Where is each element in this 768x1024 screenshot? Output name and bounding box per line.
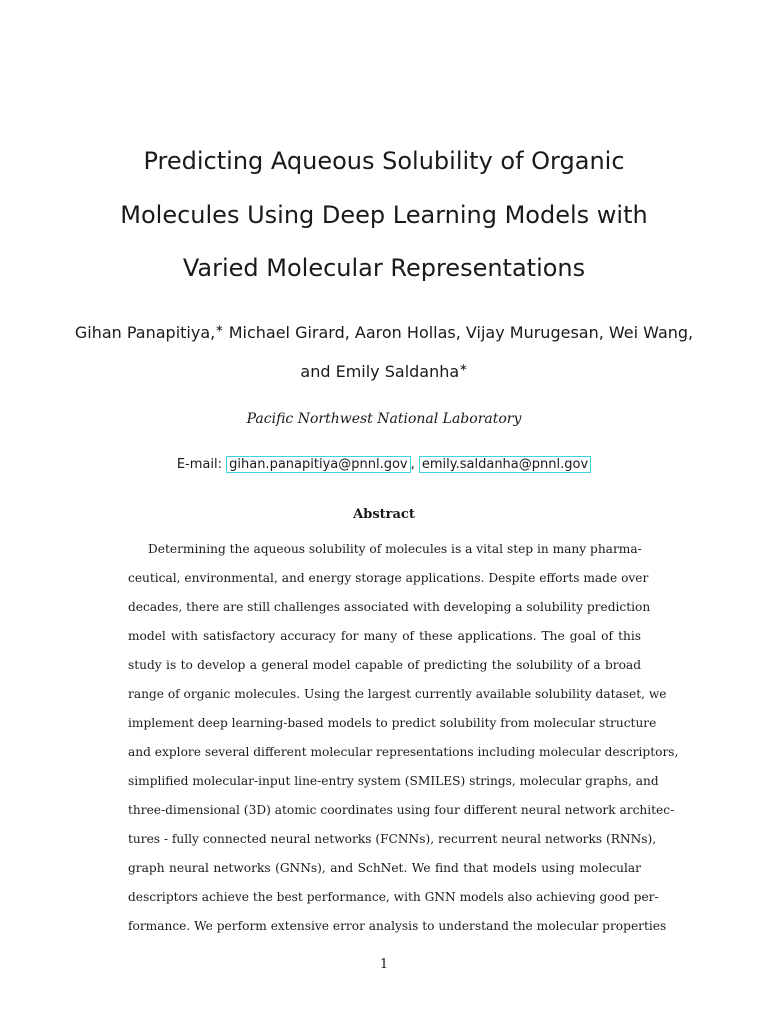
corresponding-author-mark: ∗ — [459, 362, 468, 374]
abstract-line: simplified molecular-input line-entry system (SMILES) strings, molecular graphs, and — [128, 774, 659, 788]
abstract-line: and explore several different molecular representations including molecular descriptors, — [128, 745, 679, 759]
abstract-heading: Abstract — [353, 507, 415, 522]
author-names-rest: Michael Girard, Aaron Hollas, Vijay Murugesan, Wei Wang, — [223, 323, 694, 342]
abstract-line: model with satisfactory accuracy for many of these applications. The goal of this — [128, 629, 641, 643]
abstract-line: range of organic molecules. Using the largest currently available solubility dataset, we — [128, 687, 667, 701]
abstract-line: ceutical, environmental, and energy storage applications. Despite efforts made over — [128, 571, 649, 585]
abstract-line: Determining the aqueous solubility of molecules is a vital step in many pharma- — [148, 542, 642, 556]
abstract-line: study is to develop a general model capable of predicting the solubility of a broad — [128, 658, 641, 672]
abstract-line: formance. We perform extensive error analysis to understand the molecular properties — [128, 919, 667, 933]
corresponding-author-mark: ∗ — [215, 323, 224, 335]
email-row — [0, 455, 768, 475]
author-list-line-2 — [0, 361, 768, 383]
paper-title-line-2: Molecules Using Deep Learning Models with — [120, 201, 648, 229]
abstract-line: implement deep learning-based models to predict solubility from molecular structure — [128, 716, 657, 730]
abstract-line: three-dimensional (3D) atomic coordinates using four different neural network architec- — [128, 803, 675, 817]
abstract-line: descriptors achieve the best performance, with GNN models also achieving good per- — [128, 890, 659, 904]
author-name: and Emily Saldanha — [300, 362, 460, 381]
abstract-line: graph neural networks (GNNs), and SchNet. We find that models using molecular — [128, 861, 641, 875]
email-link-gihan[interactable]: gihan.panapitiya@pnnl.gov — [226, 456, 410, 473]
author-name: Gihan Panapitiya, — [74, 323, 216, 342]
paper-title-line-3: Varied Molecular Representations — [182, 254, 586, 282]
affiliation: Pacific Northwest National Laboratory — [246, 411, 522, 427]
email-label: E-mail: — [176, 457, 227, 472]
author-list-line-1 — [0, 322, 768, 344]
paper-title-line-1: Predicting Aqueous Solubility of Organic — [143, 147, 625, 175]
abstract-line: tures - fully connected neural networks (FCNNs), recurrent neural networks (RNNs), — [128, 832, 657, 846]
page-number: 1 — [379, 957, 389, 972]
email-separator: , — [410, 457, 415, 472]
email-link-emily[interactable]: emily.saldanha@pnnl.gov — [419, 456, 591, 473]
abstract-line: decades, there are still challenges associated with developing a solubility prediction — [128, 600, 651, 614]
